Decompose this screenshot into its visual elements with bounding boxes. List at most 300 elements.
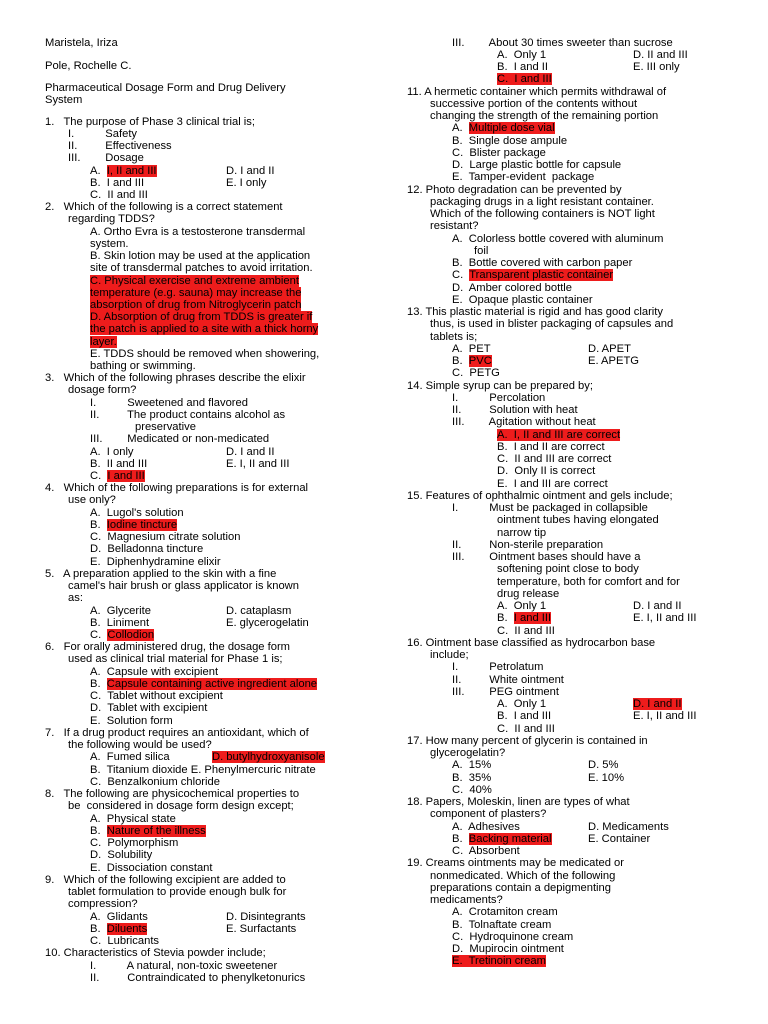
highlighted-answer: Iodine tincture	[106, 519, 178, 531]
line-text: E. Surfactants	[226, 923, 297, 935]
line-text: II. Non-sterile preparation	[452, 539, 604, 551]
document-line	[90, 397, 248, 409]
line-text: A. Glycerite	[90, 605, 151, 617]
document-line	[45, 482, 308, 494]
document-line	[430, 747, 505, 759]
document-line	[497, 710, 551, 722]
line-text: C.	[90, 470, 108, 482]
line-text: A.	[452, 122, 469, 134]
document-line	[90, 751, 170, 763]
line-text: D. II and III	[633, 49, 688, 61]
document-line	[452, 135, 567, 147]
document-line	[90, 275, 299, 287]
document-line-second-option	[588, 772, 624, 784]
line-text: I. Petrolatum	[452, 661, 544, 673]
line-text: D. Disintegrants	[226, 911, 306, 923]
document-line	[68, 494, 116, 506]
line-text: 19. Creams ointments may be medicated or	[407, 857, 625, 869]
line-text: 8. The following are physicochemical properties to	[45, 788, 300, 800]
document-line	[90, 519, 177, 531]
line-text: 1. The purpose of Phase 3 clinical trial is;	[45, 116, 255, 128]
document-line	[452, 171, 594, 183]
line-text: E. Opaque plastic container	[452, 294, 593, 306]
line-text: A. Only 1	[497, 49, 547, 61]
document-line	[407, 637, 655, 649]
document-line	[474, 245, 488, 257]
document-line	[497, 563, 639, 575]
document-line	[90, 470, 145, 482]
document-line	[90, 617, 149, 629]
line-text: D. Only II is correct	[497, 465, 596, 477]
document-line	[90, 543, 203, 555]
highlighted-answer: A. I, II and III are correct	[497, 429, 621, 441]
line-text: E. TDDS should be removed when showering,	[90, 348, 320, 360]
document-line	[45, 727, 309, 739]
document-line	[452, 122, 555, 134]
document-line	[452, 772, 491, 784]
line-text: III. PEG ointment	[452, 686, 559, 698]
document-line	[497, 723, 555, 735]
document-line	[497, 600, 546, 612]
line-text: B. Skin lotion may be used at the application	[90, 250, 311, 262]
document-line	[68, 592, 83, 604]
document-line	[90, 911, 148, 923]
line-text: camel's hair brush or glass applicator is known	[68, 580, 299, 592]
document-line	[45, 82, 286, 94]
line-text: E. Solution form	[90, 715, 173, 727]
line-text: dosage form?	[68, 384, 137, 396]
document-line	[68, 886, 286, 898]
document-line	[430, 98, 637, 110]
document-line	[90, 507, 184, 519]
line-text: II. White ointment	[452, 674, 564, 686]
line-text: softening point close to body	[497, 563, 639, 575]
line-text: preparations contain a depigmenting	[430, 882, 611, 894]
line-text: B.	[452, 355, 469, 367]
line-text: A. Ortho Evra is a testosterone transdermal	[90, 226, 306, 238]
document-line	[452, 343, 491, 355]
line-text: narrow tip	[497, 527, 547, 539]
line-text: 15. Features of ophthalmic ointment and gels include;	[407, 490, 673, 502]
document-line	[90, 250, 310, 262]
line-text: medicaments?	[430, 894, 503, 906]
line-text: bathing or swimming.	[90, 360, 196, 372]
document-line	[452, 404, 578, 416]
line-text: 4. Which of the following preparations is for external	[45, 482, 309, 494]
line-text: 16. Ointment base classified as hydrocarbon base	[407, 637, 656, 649]
highlighted-answer: Backing material	[468, 833, 552, 845]
document-line	[90, 226, 305, 238]
line-text: B.	[90, 923, 107, 935]
line-text: III. Ointment bases should have a	[452, 551, 641, 563]
document-line	[90, 531, 240, 543]
line-text: II. Effectiveness	[68, 140, 172, 152]
document-line	[452, 282, 572, 294]
line-text: E. III only	[633, 61, 680, 73]
document-line	[452, 147, 546, 159]
line-text: ointment tubes having elongated	[497, 514, 659, 526]
document-line	[452, 37, 673, 49]
document-line	[45, 201, 283, 213]
document-line	[497, 453, 611, 465]
line-text: A. Fumed silica	[90, 751, 170, 763]
document-line	[90, 666, 218, 678]
line-text: D. Mupirocin ointment	[452, 943, 564, 955]
document-line	[430, 894, 503, 906]
document-line	[430, 220, 479, 232]
document-line-second-option	[226, 911, 306, 923]
line-text: E. I, II and III	[633, 612, 697, 624]
highlighted-answer: Capsule containing active ingredient alone	[106, 678, 318, 690]
document-line-second-option	[633, 600, 682, 612]
line-text: system.	[90, 238, 129, 250]
line-text: D. I and II	[633, 600, 682, 612]
line-text: E. I, II and III	[633, 710, 697, 722]
document-line	[452, 833, 552, 845]
document-line	[452, 392, 545, 404]
document-line	[45, 641, 290, 653]
line-text: include;	[430, 649, 469, 661]
line-text: A. I only	[90, 446, 134, 458]
line-text: 14. Simple syrup can be prepared by;	[407, 380, 593, 392]
document-line	[90, 629, 154, 641]
line-text: Which of the following containers is NOT light	[430, 208, 655, 220]
line-text: D. 5%	[588, 759, 619, 771]
line-text: resistant?	[430, 220, 479, 232]
document-line	[452, 845, 520, 857]
document-line	[90, 299, 301, 311]
document-line	[452, 551, 640, 563]
document-line	[90, 238, 129, 250]
line-text: B. I and II	[497, 61, 548, 73]
document-line-second-option	[633, 61, 680, 73]
document-line-second-option	[226, 165, 275, 177]
line-text: 5. A preparation applied to the skin with a fine	[45, 568, 277, 580]
document-line	[45, 94, 82, 106]
line-text: 17. How many percent of glycerin is contained in	[407, 735, 648, 747]
line-text: drug release	[497, 588, 560, 600]
highlighted-answer: layer.	[90, 336, 117, 348]
document-line	[90, 690, 223, 702]
highlighted-answer: D. butylhydroxyanisole	[212, 751, 325, 763]
line-text: C. PETG	[452, 367, 500, 379]
document-line	[45, 116, 255, 128]
line-text: changing the strength of the remaining portion	[430, 110, 659, 122]
document-line	[90, 960, 277, 972]
line-text: the following would be used?	[68, 739, 212, 751]
document-line	[407, 184, 622, 196]
line-text: C. Hydroquinone cream	[452, 931, 574, 943]
line-text: site of transdermal patches to avoid irritation.	[90, 262, 313, 274]
line-text: preservative	[135, 421, 196, 433]
document-line	[68, 800, 294, 812]
line-text: E. APETG	[588, 355, 639, 367]
document-line-second-option	[633, 710, 696, 722]
line-text: Pharmaceutical Dosage Form and Drug Delivery	[45, 82, 286, 94]
document-line	[407, 86, 666, 98]
line-text: A. Only 1	[497, 698, 547, 710]
line-text: III. Medicated or non-medicated	[90, 433, 270, 445]
line-text: regarding TDDS?	[68, 213, 155, 225]
document-line	[90, 605, 151, 617]
line-text: 18. Papers, Moleskin, linen are types of what	[407, 796, 630, 808]
line-text: System	[45, 94, 83, 106]
document-line	[452, 943, 564, 955]
document-line	[497, 576, 680, 588]
document-line	[45, 60, 131, 72]
document-line	[452, 661, 543, 673]
line-text: C. 40%	[452, 784, 492, 796]
document-line	[452, 233, 663, 245]
line-text: III. About 30 times sweeter than sucrose	[452, 37, 673, 49]
document-line	[68, 739, 212, 751]
highlighted-answer: C. I and III	[497, 73, 552, 85]
document-line-second-option	[226, 458, 289, 470]
document-line	[452, 686, 559, 698]
document-line	[452, 367, 500, 379]
line-text: I. Sweetened and flavored	[90, 397, 248, 409]
line-text: A. PET	[452, 343, 491, 355]
line-text: A. 15%	[452, 759, 492, 771]
line-text: B.	[452, 833, 469, 845]
document-line-second-option	[588, 759, 618, 771]
document-line	[90, 177, 144, 189]
document-line-second-option	[588, 343, 631, 355]
line-text: I. Percolation	[452, 392, 546, 404]
document-line	[90, 189, 148, 201]
line-text: D. Solubility	[90, 849, 153, 861]
line-text: D. Belladonna tincture	[90, 543, 204, 555]
document-line	[90, 923, 147, 935]
document-line	[430, 870, 615, 882]
document-line	[90, 715, 173, 727]
line-text: A. Adhesives	[452, 821, 520, 833]
line-text: D. I and II	[226, 165, 275, 177]
line-text: C. Benzalkonium chloride	[90, 776, 220, 788]
document-line	[497, 61, 548, 73]
highlighted-answer: D. I and II	[633, 698, 682, 710]
line-text: B. Single dose ampule	[452, 135, 568, 147]
line-text: Maristela, Iriza	[45, 37, 118, 49]
line-text: C. II and III	[497, 625, 555, 637]
line-text: D. Amber colored bottle	[452, 282, 573, 294]
document-line	[90, 935, 159, 947]
document-line	[90, 776, 220, 788]
line-text: 10. Characteristics of Stevia powder include;	[45, 947, 266, 959]
document-line	[45, 568, 276, 580]
line-text: E. Dissociation constant	[90, 862, 213, 874]
line-text: E. I and III are correct	[497, 478, 608, 490]
document-line	[452, 759, 491, 771]
line-text: tablet formulation to provide enough bulk for	[68, 886, 287, 898]
document-line	[452, 955, 546, 967]
document-line	[497, 478, 608, 490]
document-line	[90, 813, 176, 825]
document-line	[45, 947, 266, 959]
document-line-second-option	[226, 617, 309, 629]
document-line	[430, 318, 673, 330]
line-text: B. I and III	[497, 710, 552, 722]
document-line	[407, 735, 648, 747]
highlighted-answer: the patch is applied to a site with a thick horny	[90, 323, 319, 335]
line-text: successive portion of the contents without	[430, 98, 638, 110]
document-line-second-option	[588, 821, 669, 833]
line-text: E. 10%	[588, 772, 625, 784]
line-text: E. glycerogelatin	[226, 617, 309, 629]
document-line	[90, 348, 319, 360]
line-text: B. II and III	[90, 458, 148, 470]
line-text: packaging drugs in a light resistant container.	[430, 196, 654, 208]
document-line	[68, 152, 144, 164]
document-line	[68, 213, 155, 225]
document-line	[452, 821, 520, 833]
document-line	[90, 433, 269, 445]
line-text: III. Agitation without heat	[452, 416, 596, 428]
document-line	[452, 355, 492, 367]
document-line	[45, 372, 306, 384]
line-text: 3. Which of the following phrases describe the elixir	[45, 372, 306, 384]
line-text: A. Lugol's solution	[90, 507, 184, 519]
line-text: I. A natural, non-toxic sweetener	[90, 960, 278, 972]
document-line	[497, 527, 546, 539]
document-line	[497, 588, 559, 600]
document-line-second-option	[588, 355, 639, 367]
line-text: C. Lubricants	[90, 935, 160, 947]
line-text: 13. This plastic material is rigid and has good clarity	[407, 306, 663, 318]
highlighted-answer: I and III	[513, 612, 552, 624]
document-line	[452, 269, 613, 281]
document-line	[68, 128, 137, 140]
document-line	[407, 857, 624, 869]
highlighted-answer: Transparent plastic container	[469, 269, 614, 281]
document-line	[430, 882, 611, 894]
document-line	[497, 698, 546, 710]
line-text: B.	[90, 519, 107, 531]
document-line	[497, 625, 555, 637]
line-text: E. I, II and III	[226, 458, 290, 470]
document-line	[90, 336, 117, 348]
document-line	[452, 919, 551, 931]
highlighted-answer: I, II and III	[106, 165, 157, 177]
document-line	[135, 421, 196, 433]
document-line	[90, 458, 147, 470]
document-line	[452, 674, 564, 686]
document-line-second-option	[226, 177, 266, 189]
line-text: C. Tablet without excipient	[90, 690, 223, 702]
line-text: D. Large plastic bottle for capsule	[452, 159, 622, 171]
document-line	[497, 49, 546, 61]
line-text: temperature, both for comfort and for	[497, 576, 680, 588]
document-line-second-option	[633, 698, 682, 710]
line-text: D. cataplasm	[226, 605, 292, 617]
document-line	[90, 165, 157, 177]
document-line	[407, 306, 663, 318]
line-text: Pole, Rochelle C.	[45, 60, 132, 72]
line-text: D. APET	[588, 343, 631, 355]
document-line	[452, 931, 573, 943]
document-line	[68, 898, 138, 910]
document-line	[90, 972, 305, 984]
line-text: A. Crotamiton cream	[452, 906, 558, 918]
line-text: A. Only 1	[497, 600, 547, 612]
line-text: II. The product contains alcohol as	[90, 409, 286, 421]
document-line	[68, 580, 299, 592]
document-line	[430, 649, 469, 661]
document-line	[430, 331, 477, 343]
line-text: B.	[90, 825, 107, 837]
document-line	[68, 140, 172, 152]
line-text: A. Glidants	[90, 911, 148, 923]
document-line	[90, 262, 313, 274]
highlighted-answer: Multiple dose vial	[468, 122, 555, 134]
line-text: component of plasters?	[430, 808, 547, 820]
line-text: II. Contraindicated to phenylketonurics	[90, 972, 306, 984]
line-text: E. I only	[226, 177, 267, 189]
document-line	[452, 784, 492, 796]
document-line	[497, 73, 552, 85]
line-text: B. I and III	[90, 177, 145, 189]
highlighted-answer: D. Absorption of drug from TDDS is greater if	[90, 311, 313, 323]
document-line	[90, 764, 316, 776]
line-text: II. Solution with heat	[452, 404, 578, 416]
document-line-second-option	[226, 446, 275, 458]
document-line	[90, 446, 134, 458]
document-line	[68, 653, 283, 665]
line-text: C.	[452, 269, 470, 281]
line-text: E. Container	[588, 833, 651, 845]
highlighted-answer: temperature (e.g. sauna) may increase the	[90, 287, 302, 299]
document-line	[90, 849, 152, 861]
document-line-second-option	[633, 49, 688, 61]
line-text: 11. A hermetic container which permits withdrawal of	[407, 86, 667, 98]
highlighted-answer: PVC	[468, 355, 492, 367]
highlighted-answer: Collodion	[107, 629, 155, 641]
document-line	[430, 110, 658, 122]
document-line	[90, 702, 207, 714]
document-line	[90, 556, 221, 568]
document-line	[452, 539, 603, 551]
document-line	[68, 384, 136, 396]
document-line	[497, 465, 595, 477]
line-text: E. Diphenhydramine elixir	[90, 556, 221, 568]
line-text: used as clinical trial material for Phase 1 is;	[68, 653, 283, 665]
line-text: D. Medicaments	[588, 821, 669, 833]
line-text: A. Colorless bottle covered with aluminum	[452, 233, 664, 245]
document-line	[430, 208, 655, 220]
line-text: 7. If a drug product requires an antioxidant, which of	[45, 727, 309, 739]
highlighted-answer: Diluents	[106, 923, 148, 935]
line-text: use only?	[68, 494, 116, 506]
line-text: thus, is used in blister packaging of capsules and	[430, 318, 674, 330]
line-text: A. Physical state	[90, 813, 176, 825]
document-line	[90, 409, 285, 421]
document-line	[452, 906, 558, 918]
line-text: C. Polymorphism	[90, 837, 179, 849]
line-text: I. Must be packaged in collapsible	[452, 502, 648, 514]
line-text: C. Magnesium citrate solution	[90, 531, 241, 543]
line-text: D. Tablet with excipient	[90, 702, 208, 714]
document-line-second-option	[226, 605, 291, 617]
document-line-second-option	[212, 751, 325, 763]
document-line-second-option	[226, 923, 296, 935]
line-text: E. Tamper-evident package	[452, 171, 595, 183]
document-line	[45, 874, 286, 886]
line-text: be considered in dosage form design except;	[68, 800, 294, 812]
line-text: compression?	[68, 898, 138, 910]
document-line	[90, 825, 206, 837]
line-text: nonmedicated. Which of the following	[430, 870, 616, 882]
highlighted-answer: E. Tretinoin cream	[452, 955, 546, 967]
